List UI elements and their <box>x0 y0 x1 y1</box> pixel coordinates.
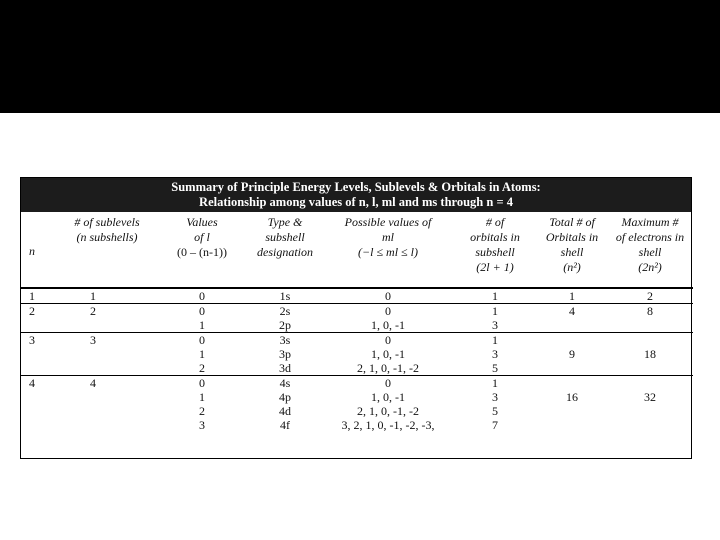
table-title <box>21 178 691 212</box>
cell-orbitals: 1 3 5 7 <box>453 376 537 433</box>
slide-title-band <box>0 0 720 113</box>
header-type: Type & subshell designation <box>257 215 313 259</box>
cell-l: 0 1 2 <box>157 333 247 376</box>
cell-type: 3s 3p 3d <box>247 333 323 376</box>
table-row <box>21 304 693 333</box>
table-row <box>21 376 693 433</box>
cell-n: 2 <box>21 304 57 333</box>
cell-max: 2 <box>607 288 693 304</box>
header-orbitals: # of orbitals in subshell (2l + 1) <box>470 215 520 274</box>
cell-max: 8 <box>607 304 693 333</box>
cell-max: 18 <box>607 333 693 376</box>
cell-sublevels: 2 <box>57 304 157 333</box>
table-row <box>21 288 693 304</box>
cell-total: 1 <box>537 288 607 304</box>
cell-l: 0 1 2 3 <box>157 376 247 433</box>
cell-ml: 0 1, 0, -1 <box>323 304 453 333</box>
cell-ml: 0 1, 0, -1 2, 1, 0, -1, -2 <box>323 333 453 376</box>
header-sublevels: # of sublevels (n subshells) <box>74 215 140 244</box>
cell-ml: 0 1, 0, -1 2, 1, 0, -1, -2 3, 2, 1, 0, -1, -2, -3, <box>323 376 453 433</box>
cell-type: 2s 2p <box>247 304 323 333</box>
header-row <box>21 212 693 288</box>
table-row <box>21 333 693 376</box>
cell-total: 16 <box>537 376 607 433</box>
cell-type: 1s <box>247 288 323 304</box>
cell-total: 4 <box>537 304 607 333</box>
cell-max: 32 <box>607 376 693 433</box>
table-title-line1: Summary of Principle Energy Levels, Sublevels & Orbitals in Atoms: <box>171 180 541 194</box>
cell-total: 9 <box>537 333 607 376</box>
cell-ml: 0 <box>323 288 453 304</box>
cell-n: 3 <box>21 333 57 376</box>
data-table <box>21 212 693 432</box>
cell-n: 1 <box>21 288 57 304</box>
cell-orbitals: 1 3 <box>453 304 537 333</box>
cell-l: 0 1 <box>157 304 247 333</box>
cell-orbitals: 1 3 5 <box>453 333 537 376</box>
cell-type: 4s 4p 4d 4f <box>247 376 323 433</box>
header-ml: Possible values of ml (−l ≤ ml ≤ l) <box>344 215 432 259</box>
cell-sublevels: 4 <box>57 376 157 433</box>
header-values-l: Values of l (0 – (n-1)) <box>177 215 227 259</box>
cell-l: 0 <box>157 288 247 304</box>
cell-n: 4 <box>21 376 57 433</box>
header-n: n <box>29 243 35 258</box>
table-title-line2: Relationship among values of n, l, ml and ms through n = 4 <box>199 195 513 209</box>
orbital-summary-table <box>20 177 692 459</box>
header-total: Total # of Orbitals in shell (n²) <box>545 215 599 274</box>
cell-orbitals: 1 <box>453 288 537 304</box>
cell-sublevels: 1 <box>57 288 157 304</box>
header-max: Maximum # of electrons in shell (2n²) <box>615 215 685 274</box>
cell-sublevels: 3 <box>57 333 157 376</box>
